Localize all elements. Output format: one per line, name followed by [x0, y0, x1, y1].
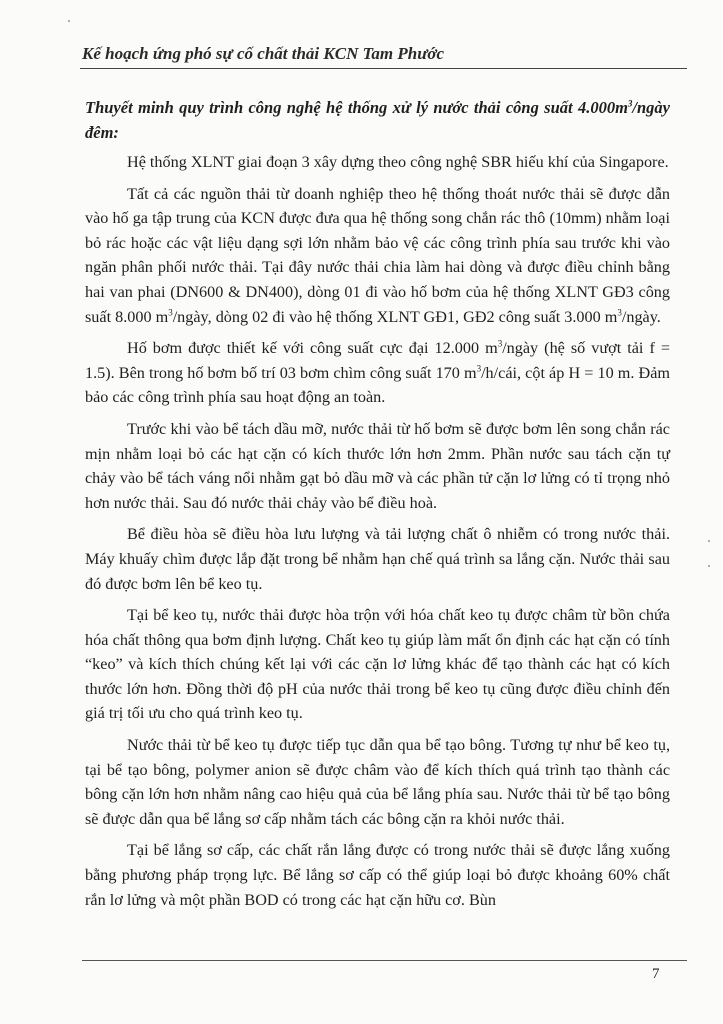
- scan-mark: [708, 565, 710, 567]
- paragraph-5: Bể điều hòa sẽ điều hòa lưu lượng và tải lượng chất ô nhiễm có trong nước thải. Máy khuấy chìm được lắp đặt trong bể nhằm hạn chế quá trình sa lắng cặn. Nước thải sau đó được bơm lên bể keo tụ.: [85, 525, 670, 593]
- paragraph-3: Hố bơm được thiết kế với công suất cực đại 12.000 $m^3$/ngày (hệ số vượt tải f = 1.5). Bên trong hố bơm bố trí 03 bơm chìm công suất 170 $m^3/h$/cái, cột áp H = 10 m. Đảm bảo các công trình phía sau hoạt động an toàn.: [85, 338, 670, 407]
- paragraph-8: Tại bể lắng sơ cấp, các chất rắn lắng được có trong nước thải sẽ được lắng xuống bằng phương pháp trọng lực. Bể lắng sơ cấp có thể giúp loại bỏ được khoảng 60% chất rắn lơ lửng và một phần BOD có trong các hạt cặn hữu cơ. Bùn: [85, 841, 670, 909]
- page-number: 7: [652, 966, 660, 982]
- header-divider: [80, 68, 687, 69]
- footer-divider: [82, 960, 687, 961]
- paragraph-6: Tại bể keo tụ, nước thải được hòa trộn với hóa chất keo tụ được châm từ bồn chứa hóa chất thông qua bơm định lượng. Chất keo tụ giúp làm mất ổn định các hạt cặn có tính “keo” và kích thích chúng kết lại với các cặn lơ lửng khác để tạo thành các hạt có kích thước lớn hơn. Đồng thời độ pH của nước thải trong bể keo tụ cũng được điều chỉnh đến giá trị tối ưu cho quá trình keo tụ.: [85, 606, 670, 723]
- scan-mark: [708, 540, 710, 542]
- scan-mark: [68, 20, 70, 22]
- paragraph-4: Trước khi vào bể tách dầu mỡ, nước thải từ hố bơm sẽ được bơm lên song chắn rác mịn nhằm loại bỏ các hạt cặn có kích thước lớn hơn 2mm. Phần nước sau tách cặn tự chảy vào bể tách váng nổi nhằm gạt bỏ dầu mỡ và các phần tử cặn lơ lửng có tỉ trọng nhỏ hơn nước thải. Sau đó nước thải chảy vào bể điều hoà.: [85, 419, 670, 512]
- document-body: [85, 95, 670, 919]
- section-title: Thuyết minh quy trình công nghệ hệ thống xử lý nước thải công suất $4.000m^3$/ngày đêm:: [85, 98, 670, 142]
- paragraph-7: Nước thải từ bể keo tụ được tiếp tục dẫn qua bể tạo bông. Tương tự như bể keo tụ, tại bể tạo bông, polymer anion sẽ được châm vào để kích thích quá trình tạo thành các bông cặn lớn hơn nhằm nâng cao hiệu quả của bể lắng phía sau. Nước thải từ bể tạo bông sẽ được dẫn qua bể lắng sơ cấp nhằm tách các bông cặn ra khỏi nước thải.: [85, 736, 670, 828]
- page-header-title: Kế hoạch ứng phó sự cố chất thải KCN Tam Phước: [82, 44, 445, 63]
- paragraph-2: Tất cả các nguồn thải từ doanh nghiệp theo hệ thống thoát nước thải sẽ được dẫn vào hố ga tập trung của KCN được đưa qua hệ thống song chắn rác thô (10mm) nhằm loại bỏ rác hoặc các vật liệu dạng sợi lớn nhằm bảo vệ các công trình phía sau trước khi vào ngăn phân phối nước thải. Tại đây nước thải chia làm hai dòng và được điều chỉnh bằng hai van phai (DN600 & DN400), dòng 01 đi vào hố bơm của hệ thống XLNT GĐ3 công suất 8.000 $m^3$/ngày, dòng 02 đi vào hệ thống XLNT GĐ1, GĐ2 công suất 3.000 $m^3$/ngày.: [85, 184, 670, 326]
- paragraph-1: Hệ thống XLNT giai đoạn 3 xây dựng theo công nghệ SBR hiếu khí của Singapore.: [127, 153, 669, 171]
